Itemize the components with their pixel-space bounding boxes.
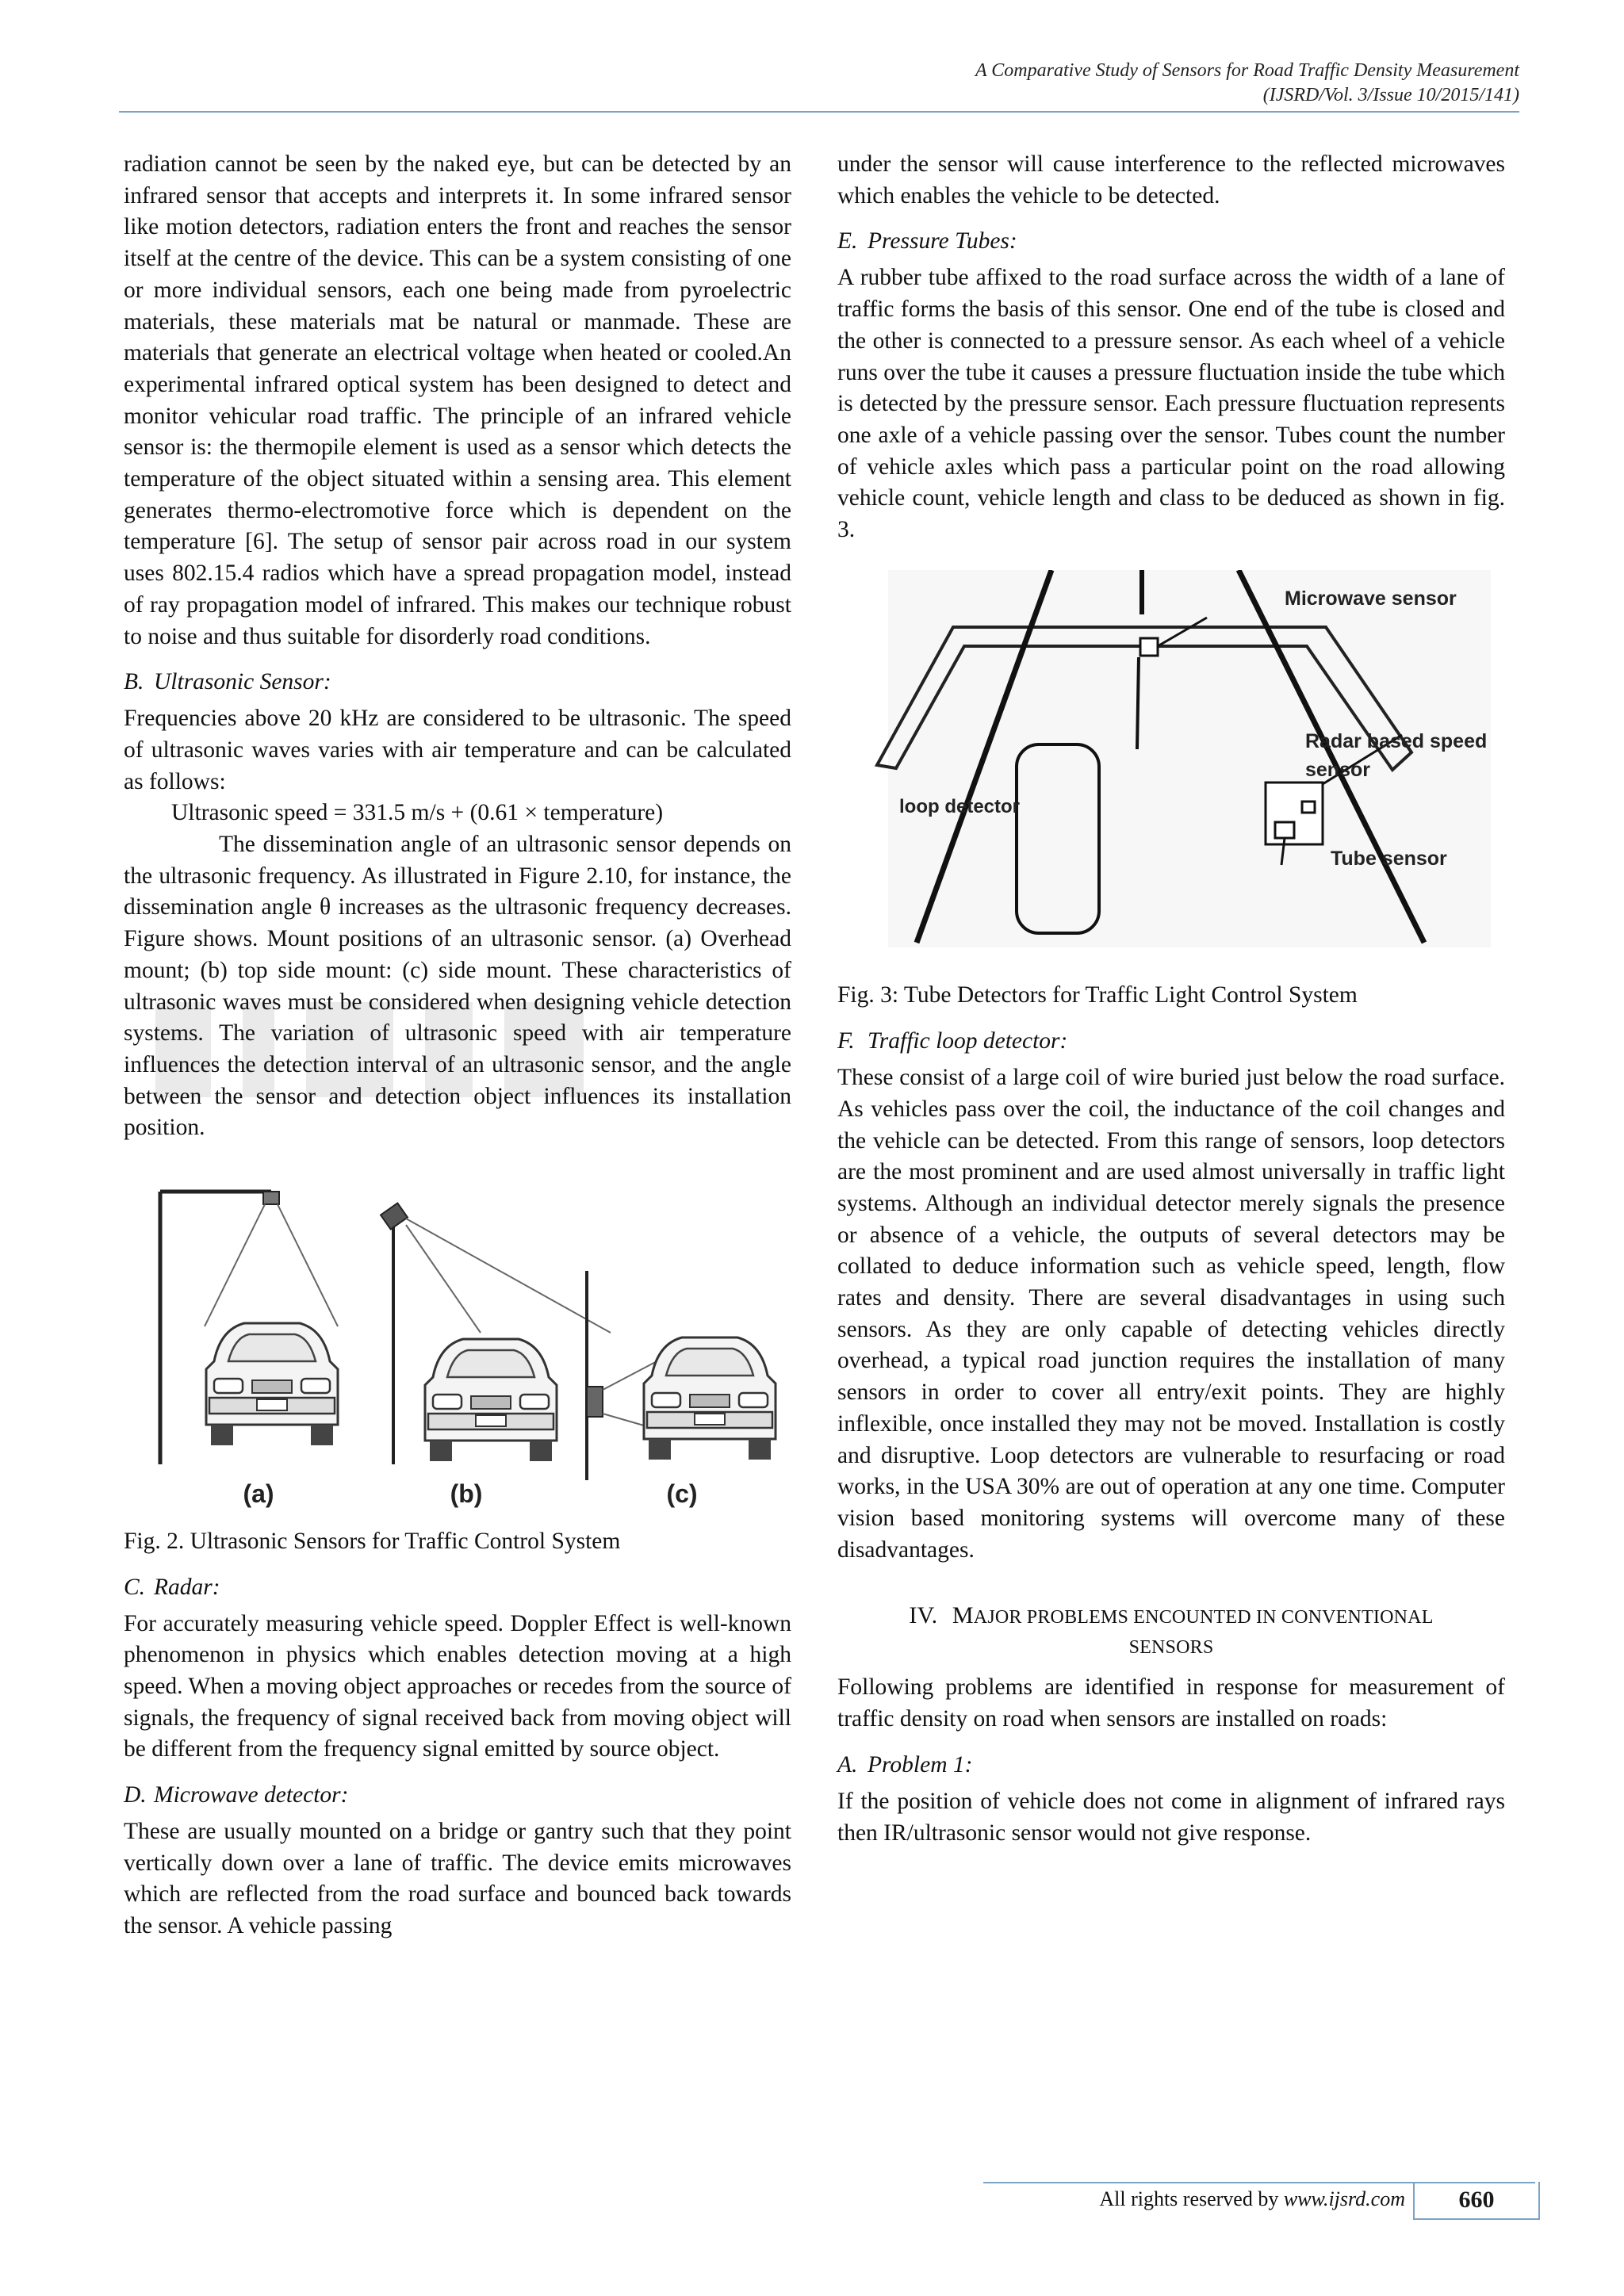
page-number: 660 xyxy=(1413,2182,1540,2220)
section-title-line1: AJOR PROBLEMS ENCOUNTED IN CONVENTIONAL xyxy=(973,1607,1434,1628)
footer-website-link[interactable]: www.ijsrd.com xyxy=(1283,2187,1405,2210)
subsection-heading-radar xyxy=(124,1572,791,1602)
footer-copyright xyxy=(983,2182,1405,2217)
subsection-number: C. xyxy=(124,1574,146,1600)
paragraph-microwave: These are usually mounted on a bridge or gantry such that they point vertically down over a lane of traffic. The device emits microwaves which are reflected from the road surface and bounced back towards the sensor. A vehicle passing xyxy=(124,1819,791,1939)
subsection-number: A. xyxy=(837,1751,858,1777)
paragraph-problem-1: If the position of vehicle does not come in alignment of infrared rays then IR/ultrasonic sensor would not give response. xyxy=(837,1788,1505,1846)
paragraph-infrared: radiation cannot be seen by the naked eye, but can be detected by an infrared sensor that accepts and interprets it. In some infrared sensor like motion detectors, radiation enters the front and reaches the sensor itself at the centre of the device. This can be a system consisting of one or more individual sensors, each one being made from pyroelectric materials, these materials mat be natural or manmade. These are materials that generate an electrical voltage when heated or cooled.An experimental infrared optical system has been designed to detect and monitor vehicular road traffic. The principle of an infrared vehicle sensor is: the thermopile element is used as a sensor which detects the temperature of the object situated within a sensing area. This element generates thermo-electromotive force which is dependent on the temperature [6]. The setup of sensor pair across road in our system uses 802.15.4 radios which have a spread propagation model, instead of ray propagation model of infrared. This makes our technique robust to noise and thus suitable for disorderly road conditions. xyxy=(124,151,791,649)
figure-3-caption: Fig. 3: Tube Detectors for Traffic Light Control System xyxy=(837,982,1358,1008)
subsection-title: Problem 1: xyxy=(868,1751,973,1777)
label-radar-speed-sensor: Radar based speed xyxy=(1305,729,1488,752)
tube-detector-diagram xyxy=(837,570,1505,966)
right-column xyxy=(837,149,1505,1849)
paragraph-radar: For accurately measuring vehicle speed. Doppler Effect is well-known phenomenon in physics which enables detection moving at a high speed. When a moving object approaches or recedes from the source of signals, the frequency of signal received back from moving object will be different from the frequency signal emitted by source object. xyxy=(124,1610,791,1762)
left-column xyxy=(124,149,791,1942)
subsection-heading-microwave xyxy=(124,1780,791,1810)
paragraph-microwave-continued: under the sensor will cause interference to the reflected microwaves which enables the vehicle to be detected. xyxy=(837,151,1505,209)
figure-label-a: (a) xyxy=(243,1479,274,1509)
figure-3 xyxy=(837,570,1505,976)
label-loop-detector: loop detector xyxy=(899,795,1021,817)
paragraph-problems-intro: Following problems are identified in response for measurement of traffic density on road when sensors are installed on roads: xyxy=(837,1674,1505,1732)
footer-rights-text: All rights reserved by xyxy=(1099,2187,1284,2210)
subsection-title: Ultrasonic Sensor: xyxy=(154,669,331,695)
subsection-title: Microwave detector: xyxy=(154,1782,349,1808)
label-radar-speed-sensor-line2: sensor xyxy=(1305,758,1370,781)
paragraph-pressure-tubes: A rubber tube affixed to the road surface across the width of a lane of traffic forms the basis of this sensor. One end of the tube is closed and the other is connected to a pressure sensor. As each wheel of a vehicle runs over the tube it causes a pressure fluctuation inside the tube which is detected by the pressure sensor. Each pressure fluctuation represents one axle of a vehicle passing over the sensor. Tubes count the number of vehicle axles which pass a particular point on the road allowing vehicle count, vehicle length and class to be deduced as shown in fig. 3. xyxy=(837,265,1505,543)
subsection-heading-loop-detector xyxy=(837,1026,1505,1056)
figure-label-b: (b) xyxy=(450,1479,483,1509)
header-title: A Comparative Study of Sensors for Road Traffic Density Measurement xyxy=(975,60,1519,81)
paragraph-ultrasonic: Frequencies above 20 kHz are considered to be ultrasonic. The speed of ultrasonic waves varies with air temperature and can be calculated as follows: xyxy=(124,706,791,794)
subsection-number: D. xyxy=(124,1782,147,1808)
figure-label-c: (c) xyxy=(666,1479,698,1509)
ultrasonic-speed-formula: Ultrasonic speed = 331.5 m/s + (0.61 × temperature) xyxy=(171,800,664,826)
running-header xyxy=(975,59,1519,108)
header-rule xyxy=(119,111,1519,113)
paragraph-dissemination: The dissemination angle of an ultrasonic sensor depends on the ultrasonic frequency. As illustrated in Figure 2.10, for instance, the dissemination angle θ increases as the ultrasonic frequency decreases. Figure shows. Mount positions of an ultrasonic sensor. (a) Overhead mount; (b) top side mount: (c) side mount. These characteristics of ultrasonic waves must be considered when designing vehicle detection systems. The variation of ultrasonic speed with air temperature influences the detection interval of an ultrasonic sensor, and the angle between the sensor and detection object influences its installation position. xyxy=(124,832,791,1141)
figure-2-caption: Fig. 2. Ultrasonic Sensors for Traffic Control System xyxy=(124,1528,621,1554)
section-number: IV. xyxy=(909,1602,938,1629)
paragraph-loop-detector: These consist of a large coil of wire buried just below the road surface. As vehicles pass over the coil, the inductance of the coil changes and the vehicle can be detected. From this range of sensors, loop detectors are the most prominent and are used almost universally in traffic light systems. Although an individual detector merely signals the presence or absence of a vehicle, the outputs of several detectors may be collated to deduce information such as vehicle speed, length, flow rates and density. There are several disadvantages in using such sensors. As they are only capable of detecting vehicles directly overhead, a typical road junction requires the installation of many sensors in order to cover all entry/exit points. They are highly inflexible, once installed they may not be moved. Installation is costly and disruptive. Loop detectors are vulnerable to resurfacing or road works, in the USA 30% are out of operation at any one time. Computer vision based monitoring systems will overcome many of these disadvantages. xyxy=(837,1065,1505,1563)
subsection-number: E. xyxy=(837,228,858,254)
ultrasonic-mount-diagram xyxy=(124,1179,791,1512)
subsection-number: B. xyxy=(124,669,144,695)
subsection-title: Radar: xyxy=(154,1574,220,1600)
label-microwave-sensor: Microwave sensor xyxy=(1285,587,1457,610)
section-title-line2: SENSORS xyxy=(1128,1637,1214,1659)
section-title-initial: M xyxy=(952,1602,974,1629)
subsection-heading-pressure-tubes xyxy=(837,226,1505,256)
subsection-title: Traffic loop detector: xyxy=(868,1028,1068,1054)
subsection-number: F. xyxy=(837,1028,855,1054)
subsection-heading-ultrasonic xyxy=(124,667,791,697)
section-heading-major-problems xyxy=(837,1601,1505,1663)
label-tube-sensor: Tube sensor xyxy=(1331,847,1447,870)
figure-2 xyxy=(124,1179,791,1521)
subsection-heading-problem-1 xyxy=(837,1750,1505,1780)
subsection-title: Pressure Tubes: xyxy=(868,228,1017,254)
header-citation: (IJSRD/Vol. 3/Issue 10/2015/141) xyxy=(1262,85,1519,105)
